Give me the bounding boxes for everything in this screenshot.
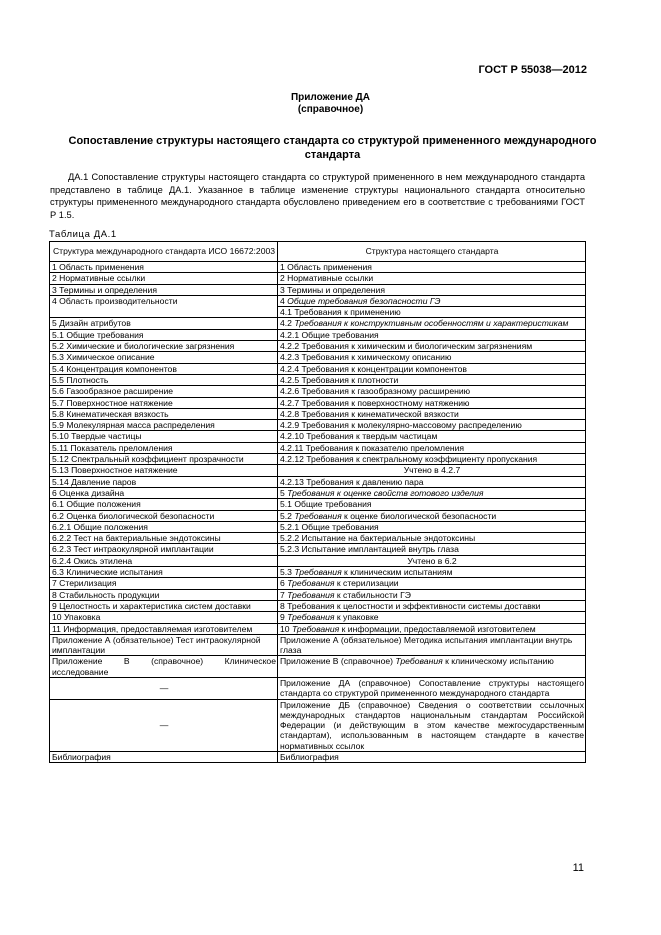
table-row xyxy=(50,397,586,408)
table-row xyxy=(50,510,586,521)
intl-structure-cell: — xyxy=(50,677,278,699)
national-structure-cell: 5.3 Требования к клиническим испытаниям xyxy=(278,567,586,578)
national-structure-cell: 5 Требования к оценке свойств готового изделия xyxy=(278,487,586,498)
intl-structure-cell: 5.14 Давление паров xyxy=(50,476,278,487)
national-structure-cell: 4.2.10 Требования к твердым частицам xyxy=(278,431,586,442)
intl-structure-cell: 2 Нормативные ссылки xyxy=(50,273,278,284)
intl-structure-cell: 6.2.3 Тест интраокулярной имплантации xyxy=(50,544,278,555)
intl-structure-cell: 4 Область производительности xyxy=(50,295,278,318)
table-row xyxy=(50,533,586,544)
national-structure-cell: 4.2.7 Требования к поверхностному натяжению xyxy=(278,397,586,408)
intl-structure-cell: 5.2 Химические и биологические загрязнения xyxy=(50,341,278,352)
table-row xyxy=(50,699,586,751)
national-structure-cell: Учтено в 4.2.7 xyxy=(278,465,586,476)
table-row xyxy=(50,578,586,589)
intl-structure-cell: 5.7 Поверхностное натяжение xyxy=(50,397,278,408)
national-structure-cell: 5.2 Требования к оценке биологической безопасности xyxy=(278,510,586,521)
table-row xyxy=(50,352,586,363)
intl-structure-cell: 5.11 Показатель преломления xyxy=(50,442,278,453)
table-row xyxy=(50,454,586,465)
intl-structure-cell: Библиография xyxy=(50,752,278,763)
intl-structure-cell: 5.9 Молекулярная масса распределения xyxy=(50,420,278,431)
intl-structure-cell: 8 Стабильность продукции xyxy=(50,589,278,600)
national-structure-cell: 6 Требования к стерилизации xyxy=(278,578,586,589)
national-structure-cell: 5.2.2 Испытание на бактериальные эндотоксины xyxy=(278,533,586,544)
table-row xyxy=(50,431,586,442)
national-structure-cell: Приложение А (обязательное) Методика испытания имплантации внутрь глаза xyxy=(278,634,586,656)
intl-structure-cell: 5.8 Кинематическая вязкость xyxy=(50,408,278,419)
intl-structure-cell: 6.1 Общие положения xyxy=(50,499,278,510)
table-row xyxy=(50,341,586,352)
table-row xyxy=(50,420,586,431)
intl-structure-cell: 5.5 Плотность xyxy=(50,374,278,385)
national-structure-cell: 9 Требования к упаковке xyxy=(278,612,586,623)
national-structure-cell: 4.2.1 Общие требования xyxy=(278,329,586,340)
intl-structure-cell: 6.2.2 Тест на бактериальные эндотоксины xyxy=(50,533,278,544)
table-caption: Таблица ДА.1 xyxy=(49,229,117,240)
intl-structure-cell: 11 Информация, предоставляемая изготовителем xyxy=(50,623,278,634)
table-row xyxy=(50,262,586,273)
national-structure-cell: 4.2.12 Требования к спектральному коэффициенту пропускания xyxy=(278,454,586,465)
national-structure-cell: 4.2.11 Требования к показателю преломления xyxy=(278,442,586,453)
national-structure-cell: Библиография xyxy=(278,752,586,763)
intl-structure-cell: 6.3 Клинические испытания xyxy=(50,567,278,578)
national-structure-cell: 7 Требования к стабильности ГЭ xyxy=(278,589,586,600)
intl-structure-cell: — xyxy=(50,699,278,751)
table-row xyxy=(50,284,586,295)
intl-structure-cell: 6.2.4 Окись этилена xyxy=(50,555,278,566)
intl-structure-cell: 3 Термины и определения xyxy=(50,284,278,295)
intl-structure-cell: 5.10 Твердые частицы xyxy=(50,431,278,442)
intl-structure-cell: 9 Целостность и характеристика систем доставки xyxy=(50,600,278,611)
intl-structure-cell: Приложение А (обязательное) Тест интраокулярной имплантации xyxy=(50,634,278,656)
intl-structure-cell: 5.1 Общие требования xyxy=(50,329,278,340)
intl-structure-cell: Приложение В (справочное) Клиническое исследование xyxy=(50,656,278,678)
table-row xyxy=(50,677,586,699)
table-row xyxy=(50,521,586,532)
table-row xyxy=(50,386,586,397)
table-row xyxy=(50,408,586,419)
table-row xyxy=(50,567,586,578)
national-structure-cell: Приложение В (справочное) Требования к клиническому испытанию xyxy=(278,656,586,678)
table-row xyxy=(50,555,586,566)
national-structure-cell: 4.2.4 Требования к концентрации компонентов xyxy=(278,363,586,374)
intl-structure-cell: 1 Область применения xyxy=(50,262,278,273)
intl-structure-cell: 5.13 Поверхностное натяжение xyxy=(50,465,278,476)
national-structure-cell: Приложение ДБ (справочное) Сведения о соответствии ссылочных международных стандартов национальным стандартам Российской Федерации (и действующим в этом качестве межгосударственным стандартам), использованным в настоящем стандарте в качестве нормативных ссылок xyxy=(278,699,586,751)
national-structure-cell: 4.2.3 Требования к химическому описанию xyxy=(278,352,586,363)
national-structure-cell: 5.2.3 Испытание имплантацией внутрь глаза xyxy=(278,544,586,555)
national-structure-cell: Приложение ДА (справочное) Сопоставление структуры настоящего стандарта со структурой примененного международного стандарта xyxy=(278,677,586,699)
intl-structure-cell: 6.2 Оценка биологической безопасности xyxy=(50,510,278,521)
appendix-name: Приложение ДА xyxy=(290,92,371,103)
col1-header: Структура международного стандарта ИСО 16672:2003 xyxy=(50,242,278,262)
national-structure-cell: 5.2.1 Общие требования xyxy=(278,521,586,532)
table-row xyxy=(50,476,586,487)
intl-structure-cell: 7 Стерилизация xyxy=(50,578,278,589)
table-row xyxy=(50,329,586,340)
table-row xyxy=(50,623,586,634)
intl-structure-cell: 6.2.1 Общие положения xyxy=(50,521,278,532)
table-row xyxy=(50,487,586,498)
structure-comparison-table xyxy=(49,241,586,763)
intl-structure-cell: 10 Упаковка xyxy=(50,612,278,623)
page-number: 11 xyxy=(572,862,584,874)
national-structure-cell: 8 Требования к целостности и эффективности системы доставки xyxy=(278,600,586,611)
national-structure-cell: 4.2.8 Требования к кинематической вязкости xyxy=(278,408,586,419)
table-row xyxy=(50,499,586,510)
table-row xyxy=(50,600,586,611)
national-structure-cell: 3 Термины и определения xyxy=(278,284,586,295)
intl-structure-cell: 5.4 Концентрация компонентов xyxy=(50,363,278,374)
table-row xyxy=(50,465,586,476)
intl-structure-cell: 6 Оценка дизайна xyxy=(50,487,278,498)
table-row xyxy=(50,752,586,763)
table-row xyxy=(50,374,586,385)
table-row xyxy=(50,589,586,600)
national-structure-cell: 4.2.5 Требования к плотности xyxy=(278,374,586,385)
national-structure-cell: 2 Нормативные ссылки xyxy=(278,273,586,284)
national-structure-cell: Учтено в 6.2 xyxy=(278,555,586,566)
national-structure-cell: 4.2.13 Требования к давлению пара xyxy=(278,476,586,487)
national-structure-cell: 4 Общие требования безопасности ГЭ xyxy=(278,295,586,306)
table-row xyxy=(50,363,586,374)
national-structure-cell: 4.1 Требования к применению xyxy=(278,307,586,318)
intro-paragraph: ДА.1 Сопоставление структуры настоящего стандарта со структурой примененного в нем международного стандарта представлено в таблице ДА.1. Указанное в таблице изменение структуры национального стандарта относительно структуры примененного международного стандарта обусловлено приведением его в соответствие с требованиями ГОСТ Р 1.5. xyxy=(50,172,585,220)
national-structure-cell: 4.2.6 Требования к газообразному расширению xyxy=(278,386,586,397)
intl-structure-cell: 5.12 Спектральный коэффициент прозрачности xyxy=(50,454,278,465)
intl-structure-cell: 5.6 Газообразное расширение xyxy=(50,386,278,397)
table-row xyxy=(50,634,586,656)
national-structure-cell: 10 Требования к информации, предоставляемой изготовителем xyxy=(278,623,586,634)
national-structure-cell: 4.2.2 Требования к химическим и биологическим загрязнениям xyxy=(278,341,586,352)
table-row xyxy=(50,544,586,555)
intl-structure-cell: 5 Дизайн атрибутов xyxy=(50,318,278,329)
section-title: Сопоставление структуры настоящего стандарта со структурой примененного международного стандарта xyxy=(68,135,597,161)
col2-header: Структура настоящего стандарта xyxy=(278,242,586,262)
table-row xyxy=(50,656,586,678)
table-row xyxy=(50,273,586,284)
appendix-type: (справочное) xyxy=(297,104,364,115)
intl-structure-cell: 5.3 Химическое описание xyxy=(50,352,278,363)
table-row xyxy=(50,318,586,329)
national-structure-cell: 4.2.9 Требования к молекулярно-массовому распределению xyxy=(278,420,586,431)
table-row xyxy=(50,295,586,306)
national-structure-cell: 4.2 Требования к конструктивным особенностям и характеристикам xyxy=(278,318,586,329)
document-header: ГОСТ Р 55038—2012 xyxy=(478,64,587,76)
table-header-row xyxy=(50,242,586,262)
table-row xyxy=(50,442,586,453)
national-structure-cell: 5.1 Общие требования xyxy=(278,499,586,510)
table-row xyxy=(50,612,586,623)
appendix-heading xyxy=(0,92,661,116)
national-structure-cell: 1 Область применения xyxy=(278,262,586,273)
